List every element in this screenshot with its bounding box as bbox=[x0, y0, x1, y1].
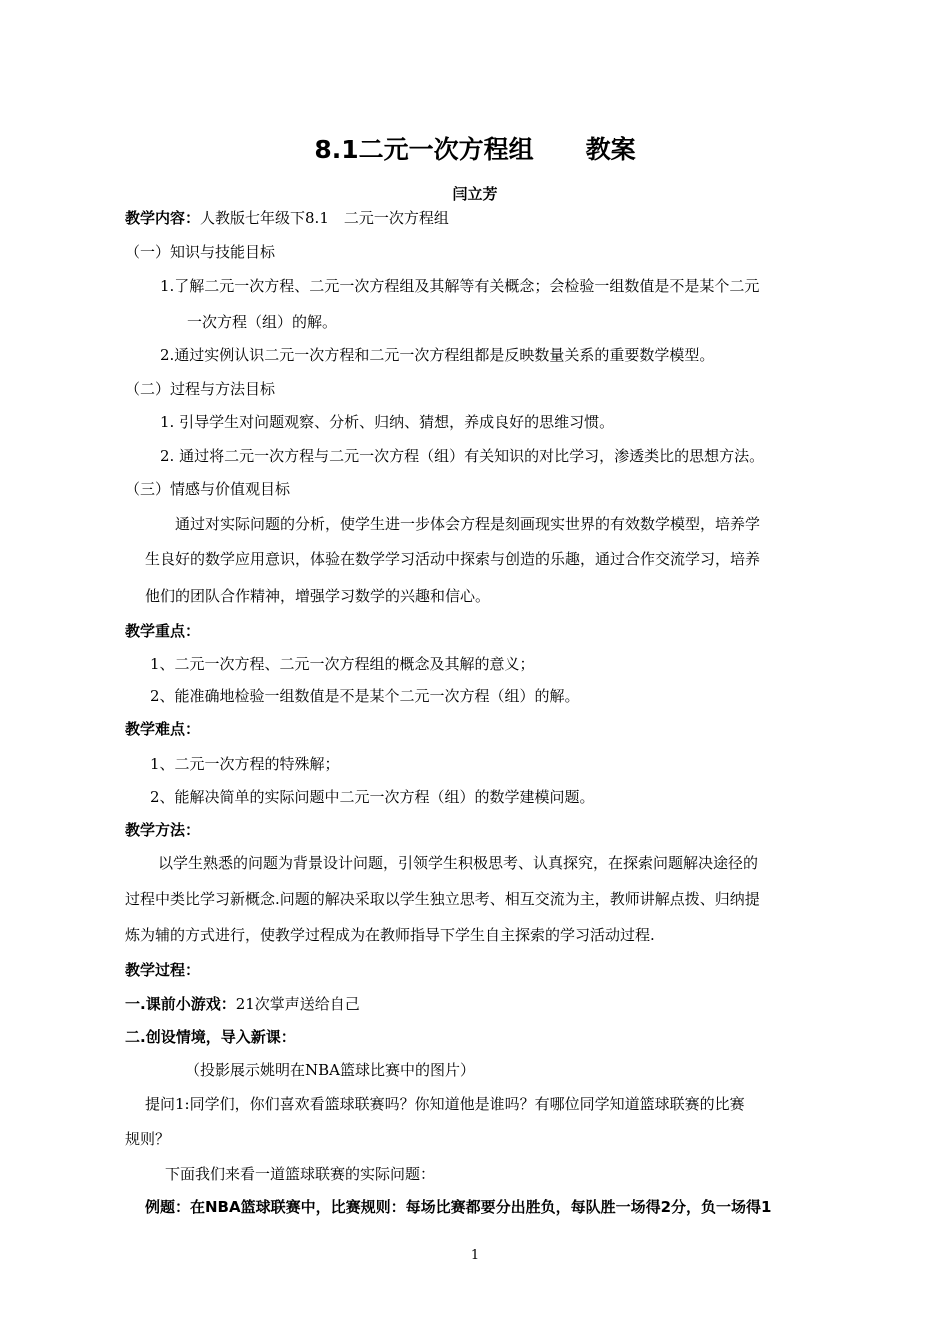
step2-heading: 二.创设情境，导入新课： bbox=[125, 1028, 296, 1046]
question-line1: 提问1:同学们，你们喜欢看篮球联赛吗？你知道他是谁吗？有哪位同学知道篮球联赛的比赛 bbox=[145, 1095, 745, 1113]
difficulty-item-2: 2、能解决简单的实际问题中二元一次方程（组）的数学建模问题。 bbox=[150, 788, 595, 806]
title-main: 8.1二元一次方程组 bbox=[314, 135, 534, 164]
step1-value: 21次掌声送给自己 bbox=[235, 995, 360, 1013]
goal2-item1: 1. 引导学生对问题观察、分析、归纳、猜想，养成良好的思维习惯。 bbox=[160, 413, 615, 431]
method-line2: 过程中类比学习新概念.问题的解决采取以学生独立思考、相互交流为主，教师讲解点拨、归纳提 bbox=[125, 890, 760, 908]
key-point-item-2: 2、能准确地检验一组数值是不是某个二元一次方程（组）的解。 bbox=[150, 687, 580, 705]
step1-line bbox=[125, 994, 360, 1014]
author: 闫立芳 bbox=[452, 185, 498, 203]
page-number: 1 bbox=[470, 1248, 480, 1263]
difficulty-heading: 教学难点： bbox=[125, 720, 201, 738]
goal3-line3: 他们的团队合作精神，增强学习数学的兴趣和信心。 bbox=[145, 587, 491, 605]
projection-note: （投影展示姚明在NBA篮球比赛中的图片） bbox=[185, 1061, 475, 1079]
step1-label: 一.课前小游戏： bbox=[125, 995, 236, 1013]
key-point-item-1: 1、二元一次方程、二元一次方程组的概念及其解的意义； bbox=[150, 655, 535, 673]
example-line: 例题：在NBA篮球联赛中，比赛规则：每场比赛都要分出胜负，每队胜一场得2分，负一场得1 bbox=[145, 1198, 772, 1216]
page-title bbox=[0, 133, 950, 167]
method-line3: 炼为辅的方式进行，使教学过程成为在教师指导下学生自主探索的学习活动过程. bbox=[125, 926, 655, 944]
goal2-item2: 2. 通过将二元一次方程与二元一次方程（组）有关知识的对比学习，渗透类比的思想方法。 bbox=[160, 447, 765, 465]
goal1-heading: （一）知识与技能目标 bbox=[125, 243, 276, 261]
teaching-content-label: 教学内容： bbox=[125, 209, 201, 227]
goal1-item1-line1: 1.了解二元一次方程、二元一次方程组及其解等有关概念；会检验一组数值是不是某个二元 bbox=[160, 277, 760, 295]
teaching-content-line bbox=[125, 208, 449, 228]
goal3-line2: 生良好的数学应用意识，体验在数学学习活动中探索与创造的乐趣，通过合作交流学习，培养 bbox=[145, 550, 761, 568]
difficulty-item-1: 1、二元一次方程的特殊解； bbox=[150, 755, 340, 773]
goal3-line1: 通过对实际问题的分析，使学生进一步体会方程是刻画现实世界的有效数学模型，培养学 bbox=[175, 515, 761, 533]
method-line1: 以学生熟悉的问题为背景设计问题，引领学生积极思考、认真探究，在探索问题解决途径的 bbox=[158, 854, 759, 872]
question-line2: 规则？ bbox=[125, 1130, 171, 1148]
goal3-heading: （三）情感与价值观目标 bbox=[125, 480, 291, 498]
goal1-item2: 2.通过实例认识二元一次方程和二元一次方程组都是反映数量关系的重要数学模型。 bbox=[160, 346, 715, 364]
goal2-heading: （二）过程与方法目标 bbox=[125, 380, 276, 398]
process-heading: 教学过程： bbox=[125, 961, 201, 979]
key-points-heading: 教学重点： bbox=[125, 622, 201, 640]
teaching-content-value: 人教版七年级下8.1 二元一次方程组 bbox=[200, 209, 449, 227]
goal1-item1-line2: 一次方程（组）的解。 bbox=[187, 313, 338, 331]
method-heading: 教学方法： bbox=[125, 821, 201, 839]
title-suffix: 教案 bbox=[585, 135, 636, 164]
intro-line: 下面我们来看一道篮球联赛的实际问题： bbox=[165, 1165, 436, 1183]
